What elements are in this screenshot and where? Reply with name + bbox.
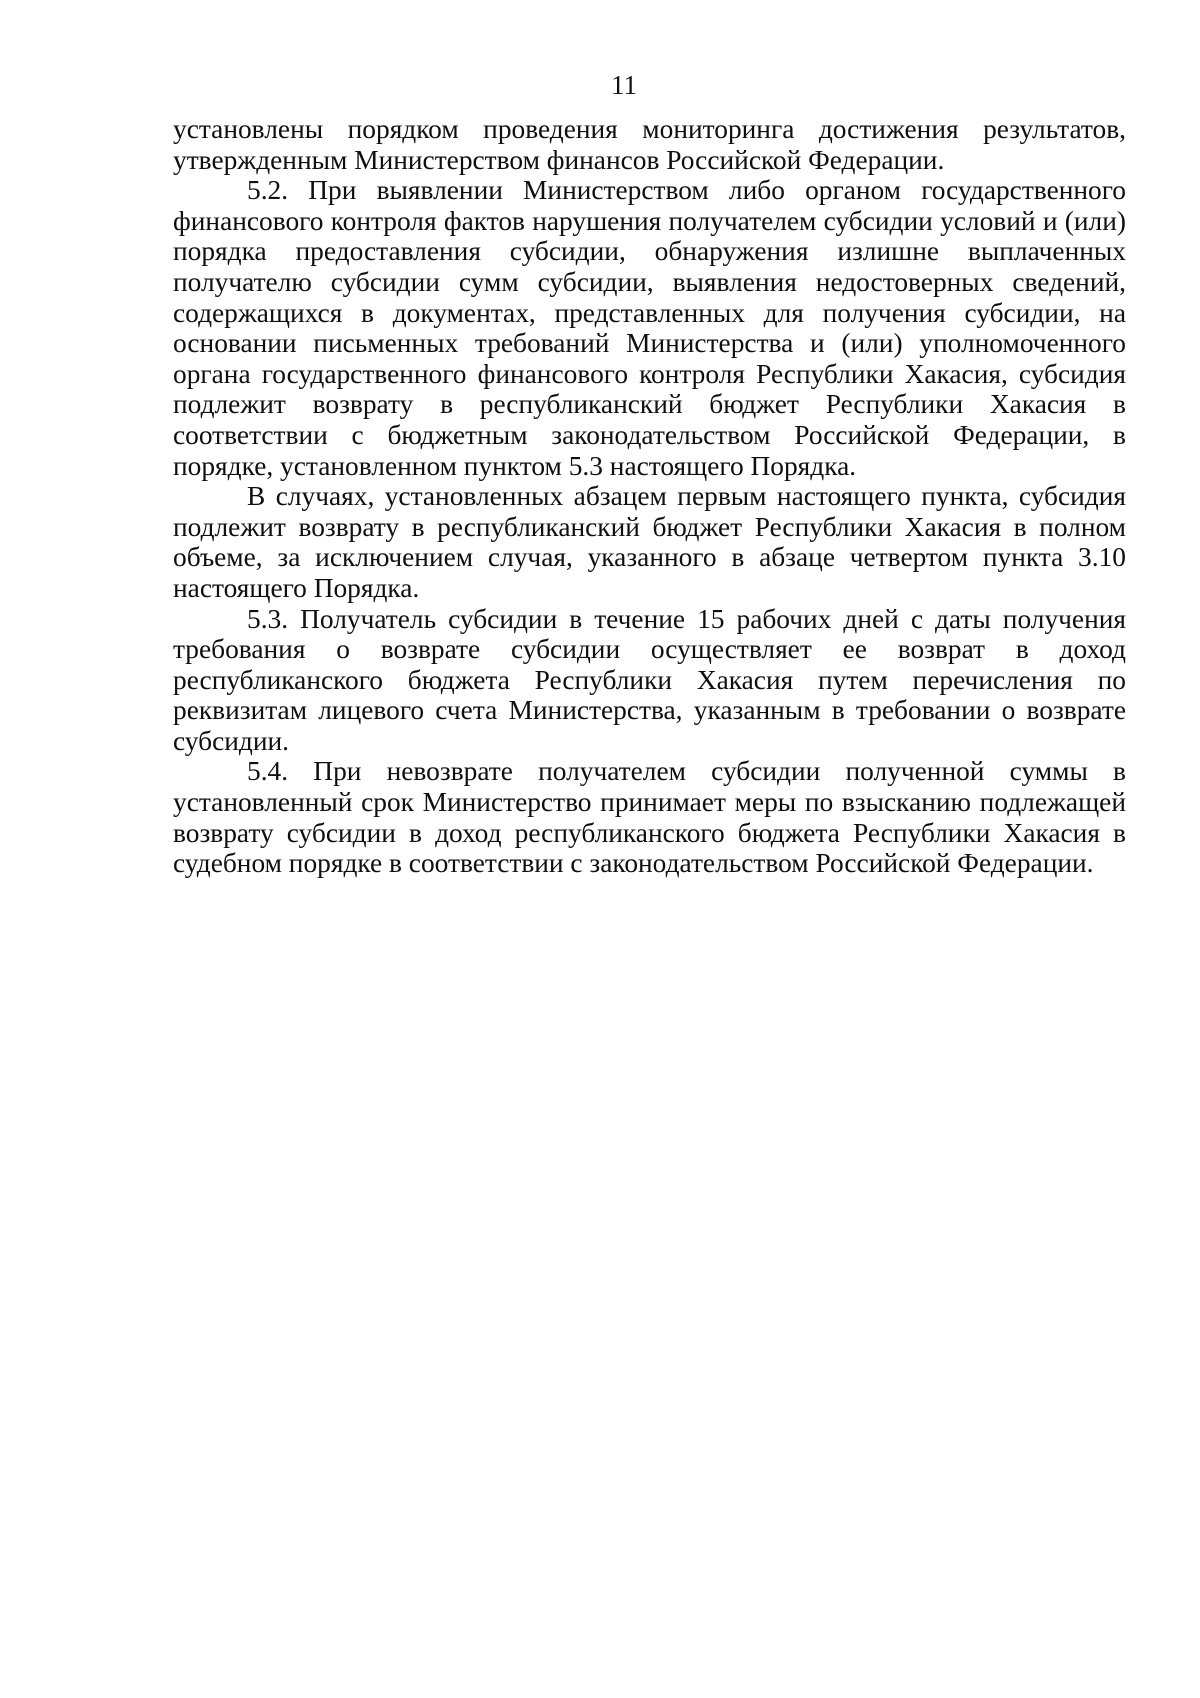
paragraph-5-2-second: В случаях, установленных абзацем первым настоящего пункта, субсидия подлежит возврату в республиканский бюджет Республики Хакасия в полном объеме, за исключением случая, указанного в абзаце четвертом пункта 3.10 настоящего Порядка. bbox=[173, 481, 1126, 603]
page-number: 11 bbox=[611, 70, 637, 100]
document-body bbox=[173, 114, 1126, 879]
paragraph-5-2: 5.2. При выявлении Министерством либо органом государственного финансового контроля фактов нарушения получателем субсидии условий и (или) порядка предоставления субсидии, обнаружения излишне выплаченных получателю субсидии сумм субсидии, выявления недостоверных сведений, содержащихся в документах, представленных для получения субсидии, на основании письменных требований Министерства и (или) уполномоченного органа государственного финансового контроля Республики Хакасия, субсидия подлежит возврату в республиканский бюджет Республики Хакасия в соответствии с бюджетным законодательством Российской Федерации, в порядке, установленном пунктом 5.3 настоящего Порядка. bbox=[173, 175, 1126, 481]
paragraph-continuation: установлены порядком проведения мониторинга достижения результатов, утвержденным Министерством финансов Российской Федерации. bbox=[173, 114, 1126, 175]
paragraph-5-3: 5.3. Получатель субсидии в течение 15 рабочих дней с даты получения требования о возврате субсидии осуществляет ее возврат в доход республиканского бюджета Республики Хакасия путем перечисления по реквизитам лицевого счета Министерства, указанным в требовании о возврате субсидии. bbox=[173, 603, 1126, 756]
paragraph-5-4: 5.4. При невозврате получателем субсидии полученной суммы в установленный срок Министерство принимает меры по взысканию подлежащей возврату субсидии в доход республиканского бюджета Республики Хакасия в судебном порядке в соответствии с законодательством Российской Федерации. bbox=[173, 756, 1126, 879]
